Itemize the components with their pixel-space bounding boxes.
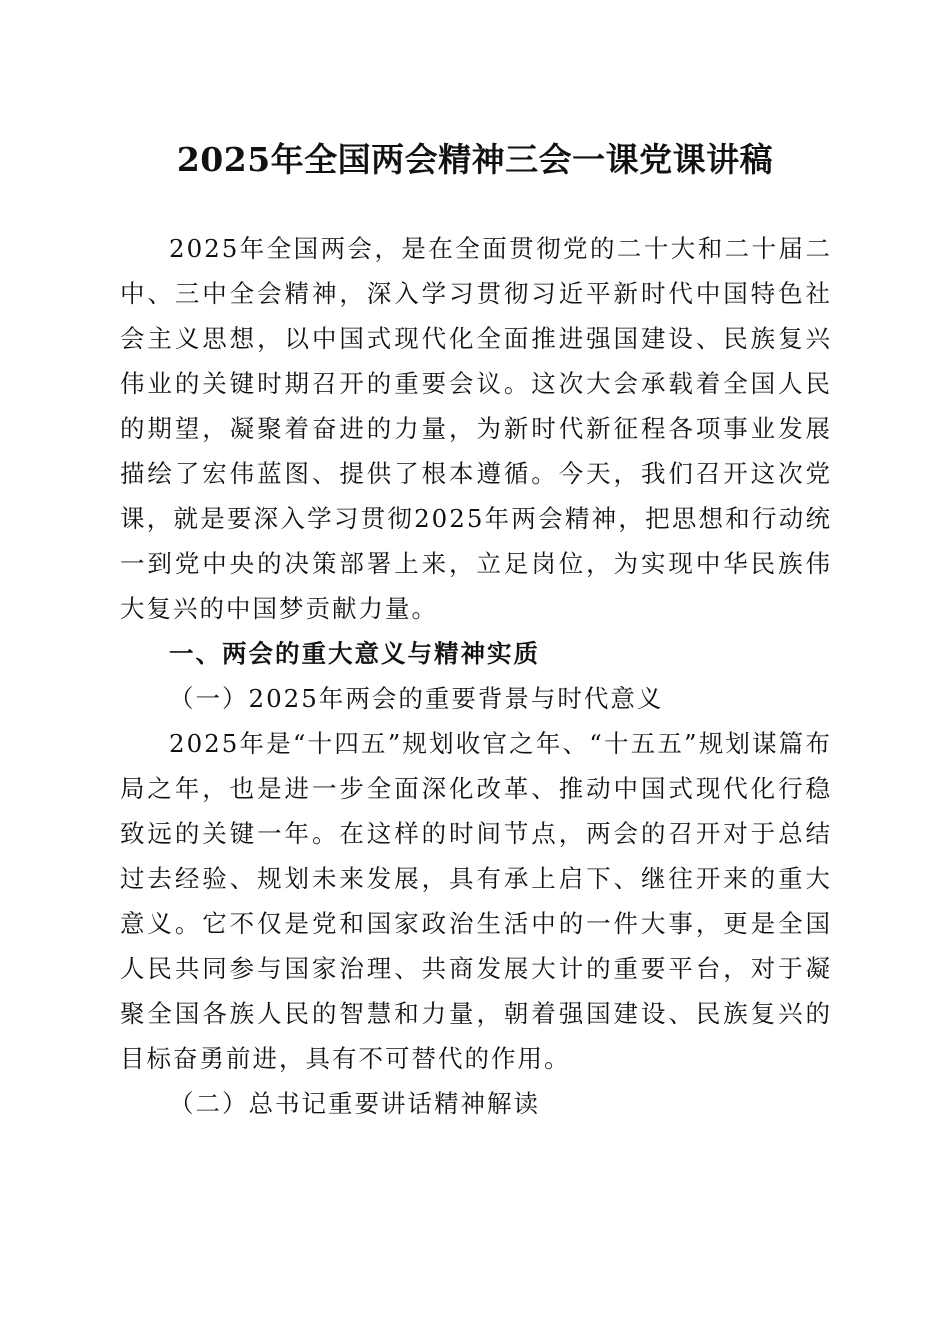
intro-paragraph: 2025年全国两会，是在全面贯彻党的二十大和二十届二中、三中全会精神，深入学习贯彻习近平新时代中国特色社会主义思想，以中国式现代化全面推进强国建设、民族复兴伟业的关键时期召开的重要会议。这次大会承载着全国人民的期望，凝聚着奋进的力量，为新时代新征程各项事业发展描绘了宏伟蓝图、提供了根本遵循。今天，我们召开这次党课，就是要深入学习贯彻2025年两会精神，把思想和行动统一到党中央的决策部署上来，立足岗位，为实现中华民族伟大复兴的中国梦贡献力量。 bbox=[120, 234, 832, 623]
subsection-heading-2: （二）总书记重要讲话精神解读 bbox=[169, 1089, 540, 1118]
section-heading-1: 一、两会的重大意义与精神实质 bbox=[169, 639, 540, 668]
document-title: 2025年全国两会精神三会一课党课讲稿 bbox=[176, 140, 774, 179]
document-body bbox=[120, 226, 832, 1126]
subsection-heading-1: （一）2025年两会的重要背景与时代意义 bbox=[169, 684, 664, 713]
background-paragraph: 2025年是“十四五”规划收官之年、“十五五”规划谋篇布局之年，也是进一步全面深化改革、推动中国式现代化行稳致远的关键一年。在这样的时间节点，两会的召开对于总结过去经验、规划未来发展，具有承上启下、继往开来的重大意义。它不仅是党和国家政治生活中的一件大事，更是全国人民共同参与国家治理、共商发展大计的重要平台，对于凝聚全国各族人民的智慧和力量，朝着强国建设、民族复兴的目标奋勇前进，具有不可替代的作用。 bbox=[120, 729, 832, 1073]
